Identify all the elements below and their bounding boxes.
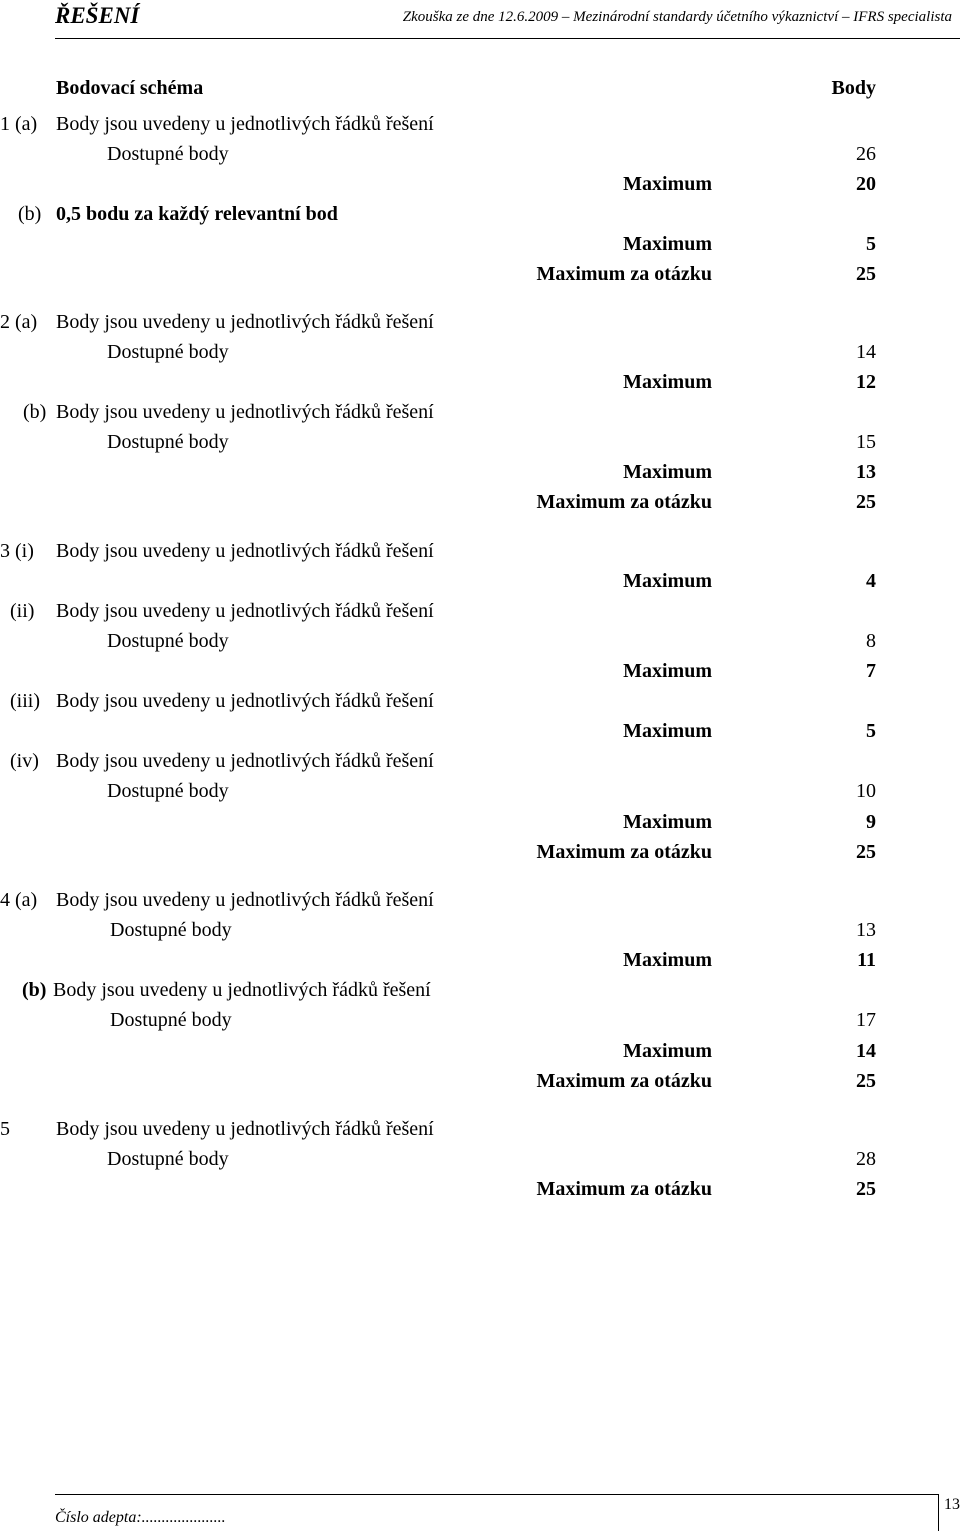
- q3iv-maximum-label: Maximum: [623, 811, 712, 833]
- q3iv-dostupne-label: Dostupné body: [107, 780, 229, 802]
- q4a-maximum-label: Maximum: [623, 949, 712, 971]
- q1a-maximum-label: Maximum: [623, 173, 712, 195]
- q1a-maximum-value: 20: [856, 173, 876, 195]
- q3iii-maximum-label: Maximum: [623, 720, 712, 742]
- q4a-maximum-value: 11: [857, 949, 876, 971]
- q5-total-label: Maximum za otázku: [536, 1178, 712, 1200]
- q5-dostupne-label: Dostupné body: [107, 1148, 229, 1170]
- q4b-maximum-label: Maximum: [623, 1040, 712, 1062]
- q3iv-maximum-value: 9: [866, 811, 876, 833]
- q3iv-label: (iv): [10, 750, 39, 772]
- q1b-maximum-value: 5: [866, 233, 876, 255]
- q3iii-text: Body jsou uvedeny u jednotlivých řádků řešení: [56, 690, 434, 712]
- q2a-text: Body jsou uvedeny u jednotlivých řádků řešení: [56, 311, 434, 333]
- q2b-text: Body jsou uvedeny u jednotlivých řádků řešení: [56, 401, 434, 423]
- q3i-text: Body jsou uvedeny u jednotlivých řádků řešení: [56, 540, 434, 562]
- q3ii-maximum-label: Maximum: [623, 660, 712, 682]
- q3ii-text: Body jsou uvedeny u jednotlivých řádků řešení: [56, 600, 434, 622]
- page-title: ŘEŠENÍ: [55, 3, 140, 28]
- candidate-number: Číslo adepta:.....................: [55, 1509, 226, 1526]
- q4b-text: Body jsou uvedeny u jednotlivých řádků řešení: [53, 979, 431, 1001]
- q5-total-value: 25: [856, 1178, 876, 1200]
- q2-total-label: Maximum za otázku: [536, 491, 712, 513]
- q1b-text: 0,5 bodu za každý relevantní bod: [56, 203, 338, 225]
- q2b-dostupne-value: 15: [856, 431, 876, 453]
- footer-rule: [55, 1494, 938, 1495]
- q2-total-value: 25: [856, 491, 876, 513]
- exam-subtitle: Zkouška ze dne 12.6.2009 – Mezinárodní standardy účetního výkaznictví – IFRS specialista: [402, 9, 952, 25]
- q2a-dostupne-label: Dostupné body: [107, 341, 229, 363]
- q3ii-maximum-value: 7: [866, 660, 876, 682]
- q4a-dostupne-value: 13: [856, 919, 876, 941]
- q4a-dostupne-label: Dostupné body: [110, 919, 232, 941]
- q3ii-dostupne-value: 8: [866, 630, 876, 652]
- q3iv-text: Body jsou uvedeny u jednotlivých řádků řešení: [56, 750, 434, 772]
- q3iii-maximum-value: 5: [866, 720, 876, 742]
- q4b-dostupne-label: Dostupné body: [110, 1009, 232, 1031]
- q5-dostupne-value: 28: [856, 1148, 876, 1170]
- q3iii-label: (iii): [10, 690, 40, 712]
- q5-label: 5: [0, 1118, 10, 1140]
- q4b-maximum-value: 14: [856, 1040, 876, 1062]
- q1-total-value: 25: [856, 263, 876, 285]
- q1a-text: Body jsou uvedeny u jednotlivých řádků řešení: [56, 113, 434, 135]
- q4b-label: (b): [22, 979, 47, 1001]
- page-number: 13: [938, 1494, 960, 1531]
- q2a-maximum-value: 12: [856, 371, 876, 393]
- q3-total-label: Maximum za otázku: [536, 841, 712, 863]
- q3ii-label: (ii): [10, 600, 35, 622]
- q2b-maximum-value: 13: [856, 461, 876, 483]
- q4a-label: 4 (a): [0, 889, 38, 911]
- q3ii-dostupne-label: Dostupné body: [107, 630, 229, 652]
- q2b-dostupne-label: Dostupné body: [107, 431, 229, 453]
- points-column-heading: Body: [831, 77, 876, 99]
- q1b-label: (b): [18, 203, 42, 225]
- scheme-heading: Bodovací schéma: [56, 77, 204, 99]
- q3i-maximum-label: Maximum: [623, 570, 712, 592]
- q2b-maximum-label: Maximum: [623, 461, 712, 483]
- q4b-dostupne-value: 17: [856, 1009, 876, 1031]
- q3-total-value: 25: [856, 841, 876, 863]
- q1-total-label: Maximum za otázku: [536, 263, 712, 285]
- q4-total-label: Maximum za otázku: [536, 1070, 712, 1092]
- q1a-dostupne-label: Dostupné body: [107, 143, 229, 165]
- q5-text: Body jsou uvedeny u jednotlivých řádků řešení: [56, 1118, 434, 1140]
- q2b-label: (b): [23, 401, 47, 423]
- q1b-maximum-label: Maximum: [623, 233, 712, 255]
- q3i-label: 3 (i): [0, 540, 34, 562]
- header-rule: [55, 38, 960, 39]
- q3iv-dostupne-value: 10: [856, 780, 876, 802]
- q1a-dostupne-value: 26: [856, 143, 876, 165]
- q4a-text: Body jsou uvedeny u jednotlivých řádků řešení: [56, 889, 434, 911]
- q2a-label: 2 (a): [0, 311, 38, 333]
- q1a-label: 1 (a): [0, 113, 38, 135]
- q2a-maximum-label: Maximum: [623, 371, 712, 393]
- q4-total-value: 25: [856, 1070, 876, 1092]
- q3i-maximum-value: 4: [866, 570, 876, 592]
- q2a-dostupne-value: 14: [856, 341, 876, 363]
